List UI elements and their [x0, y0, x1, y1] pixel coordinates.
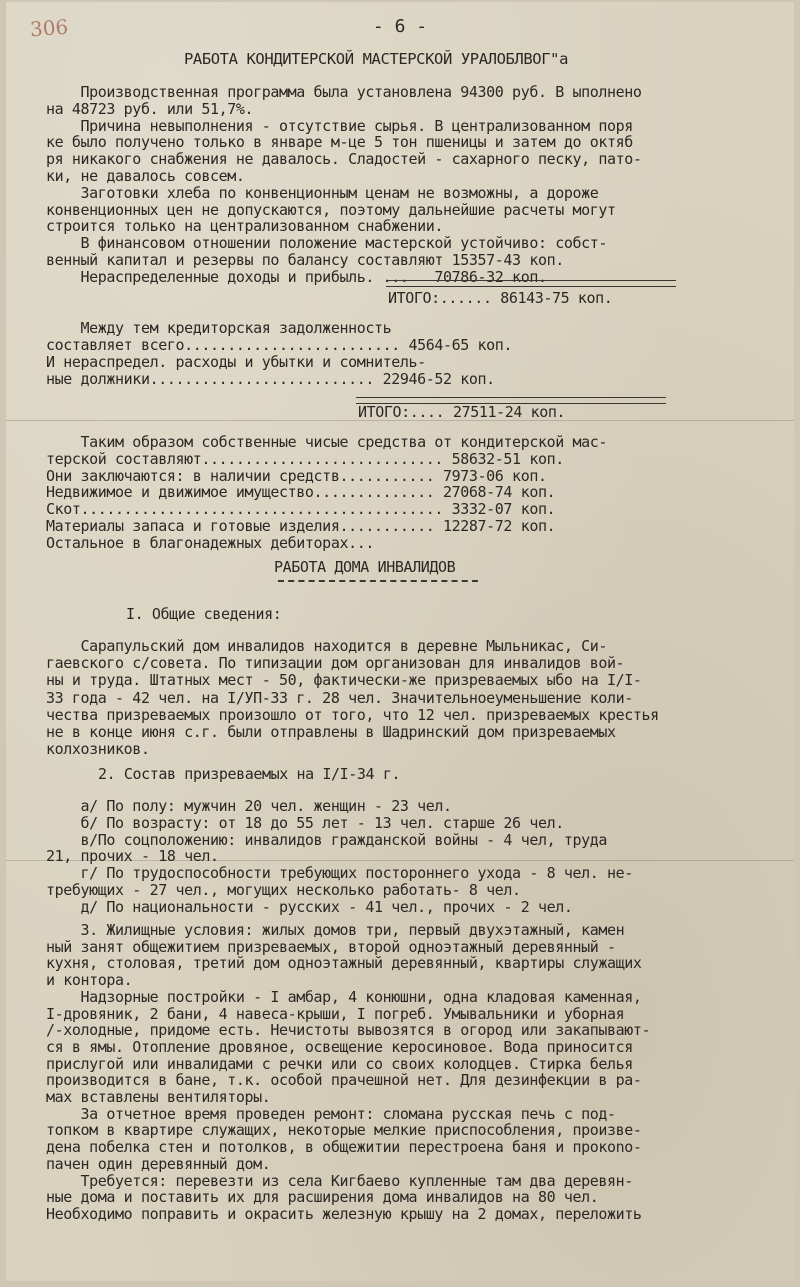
text-line: Причина невыполнения - отсутствие сырья. В централизованном поря — [46, 116, 633, 135]
text-line: Они заключаются: в наличии средств........... 7973-06 коп. — [46, 466, 547, 485]
text-line: Остальное в благонадежных дебиторах... — [46, 533, 374, 552]
text-line: колхозников. — [46, 740, 150, 759]
text-line: чества призреваемых произошло от того, что 12 чел. призреваемых крестья — [46, 705, 659, 724]
text-line: ные должники.......................... 22946-52 коп. — [46, 370, 495, 388]
text-line: Материалы запаса и готовые изделия........... 12287-72 коп. — [46, 517, 556, 535]
text-line: /-холодные, придоме есть. Нечистоты вывозятся в огород или закапывают- — [46, 1021, 651, 1040]
subheading-general-info: I. Общие сведения: — [126, 605, 282, 623]
text-line: г/ По трудоспособности требующих постороннего ухода - 8 чел. не- — [46, 864, 633, 883]
text-line: 21, прочих - 18 чел. — [46, 847, 219, 866]
text-line: б/ По возрасту: от 18 до 55 лет - 13 чел. старше 26 чел. — [46, 813, 564, 832]
text-line: конвенционных цен не допускаются, поэтому дальнейшие расчеты могут — [46, 200, 616, 219]
text-line: Заготовки хлеба по конвенционным ценам не возможны, а дороже — [46, 183, 599, 202]
text-line: пачен один деревянный дом. — [46, 1154, 271, 1173]
text-line: ря никакого снабжения не давалось. Сладостей - сахарного песку, пато- — [46, 150, 642, 169]
text-line: на 48723 руб. или 51,7%. — [46, 99, 254, 118]
double-rule — [386, 280, 676, 287]
text-line: не в конце июня с.г. были отправлены в Шадринский дом призреваемых — [46, 723, 616, 741]
text-line: гаевского с/совета. По типизации дом организован для инвалидов вой- — [46, 654, 625, 673]
text-line: требующих - 27 чел., могущих несколько работать- 8 чел. — [46, 881, 521, 899]
total-2: ИТОГО:.... 27511-24 коп. — [358, 403, 566, 421]
text-line: и контора. — [46, 971, 133, 990]
text-line: составляет всего......................... 4564-65 коп. — [46, 336, 513, 354]
text-line: топком в квартире служащих, некоторые мелкие приспособления, произве- — [46, 1121, 642, 1140]
subheading-composition: 2. Состав призреваемых на I/I-34 г. — [98, 765, 401, 783]
total-1: ИТОГО:...... 86143-75 коп. — [388, 289, 613, 307]
text-line: мах вставлены вентиляторы. — [46, 1088, 271, 1106]
text-line: Производственная программа была установлена 94300 руб. В ыполнено — [46, 83, 642, 101]
text-line: д/ По национальности - русских - 41 чел., прочих - 2 чел. — [46, 897, 573, 916]
text-line: Между тем кредиторская задолженность — [46, 319, 392, 337]
text-line: Скот.......................................... 3332-07 коп. — [46, 500, 556, 519]
text-line: ны и труда. Штатных мест - 50, фактически-же призреваемых ыбо на I/I- — [46, 671, 642, 690]
page-number: - 6 - — [372, 16, 428, 37]
text-line: ные дома и поставить их для расширения дома инвалидов на 80 чел. — [46, 1188, 599, 1207]
text-line: I-дровяник, 2 бани, 4 навеса-крыши, I погреб. Умывальники и уборная — [46, 1004, 625, 1023]
text-line: И нераспредел. расходы и убытки и сомнитель- — [46, 353, 426, 371]
heading-invalids-home: РАБОТА ДОМА ИНВАЛИДОВ — [274, 558, 456, 576]
text-line: 3. Жилищные условия: жилых домов три, первый двухэтажный, камен — [46, 921, 625, 939]
text-line: венный капитал и резервы по балансу составляют 15357-43 коп. — [46, 251, 564, 269]
text-line: производится в бане, т.к. особой прачешной нет. Для дезинфекции в ра- — [46, 1071, 642, 1090]
text-line: ный занят общежитием призреваемых, второй одноэтажный деревянный - — [46, 937, 616, 956]
pencil-page-number: 306 — [29, 14, 69, 42]
text-line: а/ По полу: мужчин 20 чел. женщин - 23 чел. — [46, 797, 452, 815]
document-page — [6, 2, 794, 1281]
text-line: в/По соцположению: инвалидов гражданской войны - 4 чел, труда — [46, 830, 607, 849]
text-line: терской составляют............................ 58632-51 коп. — [46, 449, 564, 468]
text-line: Недвижимое и движимое имущество.............. 27068-74 коп. — [46, 483, 556, 502]
text-line: Требуется: перевезти из села Кигбаево купленные там два деревян- — [46, 1171, 633, 1190]
text-line: Нераспределенные доходы и прибыль. ... 70786-32 коп. — [46, 267, 547, 286]
text-line: Таким образом собственные чисые средства от кондитерской мас- — [46, 433, 607, 451]
text-line: В финансовом отношении положение мастерской устойчиво: собст- — [46, 234, 607, 253]
text-line: ся в ямы. Отопление дровяное, освещение керосиновое. Вода приносится — [46, 1037, 633, 1056]
text-line: кухня, столовая, третий дом одноэтажный деревянный, квартиры служащих — [46, 954, 642, 973]
text-line: Сарапульский дом инвалидов находится в деревне Мыльникас, Си- — [46, 637, 607, 655]
text-line: Необходимо поправить и окрасить железную крышу на 2 домах, переложить — [46, 1204, 642, 1223]
title-confectionery: РАБОТА КОНДИТЕРСКОЙ МАСТЕРСКОЙ УРАЛОБЛВОГ"а — [183, 50, 569, 68]
text-line: прислугой или инвалидами с речки или со своих колодцев. Стирка белья — [46, 1054, 633, 1073]
text-line: ке было получено только в январе м-це 5 тон пшеницы и затем до октяб — [46, 133, 633, 152]
text-line: дена побелка стен и потолков, в общежитии перестроена баня и прокono- — [46, 1138, 642, 1157]
text-line: строится только на централизованном снабжении. — [46, 217, 444, 236]
text-line: За отчетное время проведен ремонт: сломана русская печь с под- — [46, 1104, 616, 1123]
text-line: 33 года - 42 чел. на I/УП-33 г. 28 чел. Значительноеуменьшение коли- — [46, 688, 633, 707]
text-line: ки, не давалось совсем. — [46, 167, 245, 185]
text-line: Надзорные постройки - I амбар, 4 конюшни, одна кладовая каменная, — [46, 987, 642, 1006]
heading-underline — [278, 580, 478, 582]
